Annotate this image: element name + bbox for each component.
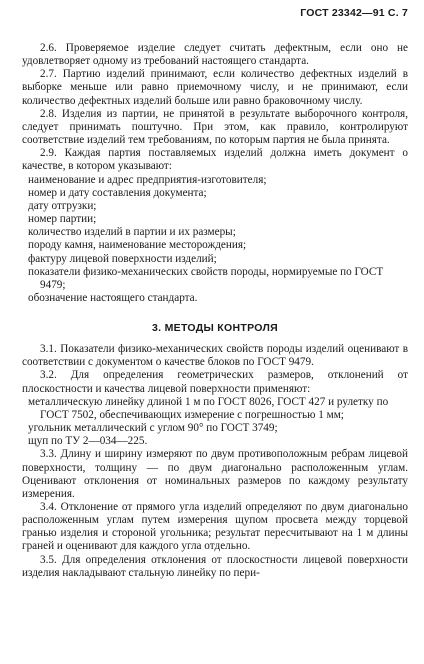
instruments-list	[22, 396, 408, 449]
list-item: угольник металлический с углом 90° по ГОСТ 3749;	[28, 422, 278, 435]
list-item: щуп по ТУ 2—034—225.	[28, 435, 148, 448]
page-header: ГОСТ 23342—91 С. 7	[300, 7, 408, 19]
list-item: показатели физико-механических свойств породы, нормируемые по ГОСТ 9479;	[28, 265, 384, 291]
list-item: фактуру лицевой поверхности изделий;	[28, 252, 217, 265]
list-item: количество изделий в партии и их размеры;	[28, 226, 236, 239]
paragraph-3-2: 3.2. Для определения геометрических размеров, отклонений от плоскостности и качества лицевой поверхности применяют:	[22, 369, 408, 395]
paragraph-2-9: 2.9. Каждая партия поставляемых изделий должна иметь документ о качестве, в котором указывают:	[22, 147, 408, 173]
paragraph-2-6: 2.6. Проверяемое изделие следует считать дефектным, если оно не удовлетворяет одному из требований настоящего стандарта.	[22, 42, 408, 68]
list-item: обозначение настоящего стандарта.	[28, 291, 198, 304]
list-item: дату отгрузки;	[28, 199, 97, 212]
paragraph-3-5: 3.5. Для определения отклонения от плоскостности лицевой поверхности изделия накладывают стальную линейку по пери-	[22, 553, 408, 579]
section-title: 3. МЕТОДЫ КОНТРОЛЯ	[152, 322, 278, 335]
paragraph-2-8: 2.8. Изделия из партии, не принятой в результате выборочного контроля, следует принимать поштучно. При этом, как правило, контролируют соответствие изделий тем требованиям, по которым партия не была принята.	[22, 107, 408, 147]
paragraph-2-7: 2.7. Партию изделий принимают, если количество дефектных изделий в выборке меньше или равно приемочному числу, и не принимают, если количество дефектных изделий больше или равно браковочному числу.	[22, 68, 408, 107]
list-item: наименование и адрес предприятия-изготовителя;	[28, 173, 267, 186]
list-item: породу камня, наименование месторождения;	[28, 239, 247, 252]
document-body	[22, 42, 408, 580]
paragraph-3-4: 3.4. Отклонение от прямого угла изделий определяют по двум диагонально расположенным углам путем измерения щупом просвета между торцевой гранью изделия и стороной угольника; результат пересчитывают на 1 м длины граней и оценивают для каждого угла отдельно.	[22, 501, 408, 553]
list-item: металлическую линейку длиной 1 м по ГОСТ 8026, ГОСТ 427 и рулетку по ГОСТ 7502, обеспечивающих измерение с погрешностью 1 мм;	[28, 395, 389, 421]
paragraph-3-3: 3.3. Длину и ширину измеряют по двум противоположным ребрам лицевой поверхности, толщину — по двум диагонально расположенным углам. Оценивают отклонения от номинальных размеров по каждому результату измерения.	[22, 448, 408, 500]
paragraph-3-1: 3.1. Показатели физико-механических свойств породы изделий оценивают в соответствии с документом о качестве блоков по ГОСТ 9479.	[22, 343, 408, 369]
list-item: номер и дату составления документа;	[28, 186, 207, 199]
quality-document-list	[22, 174, 408, 306]
list-item: номер партии;	[28, 213, 97, 226]
